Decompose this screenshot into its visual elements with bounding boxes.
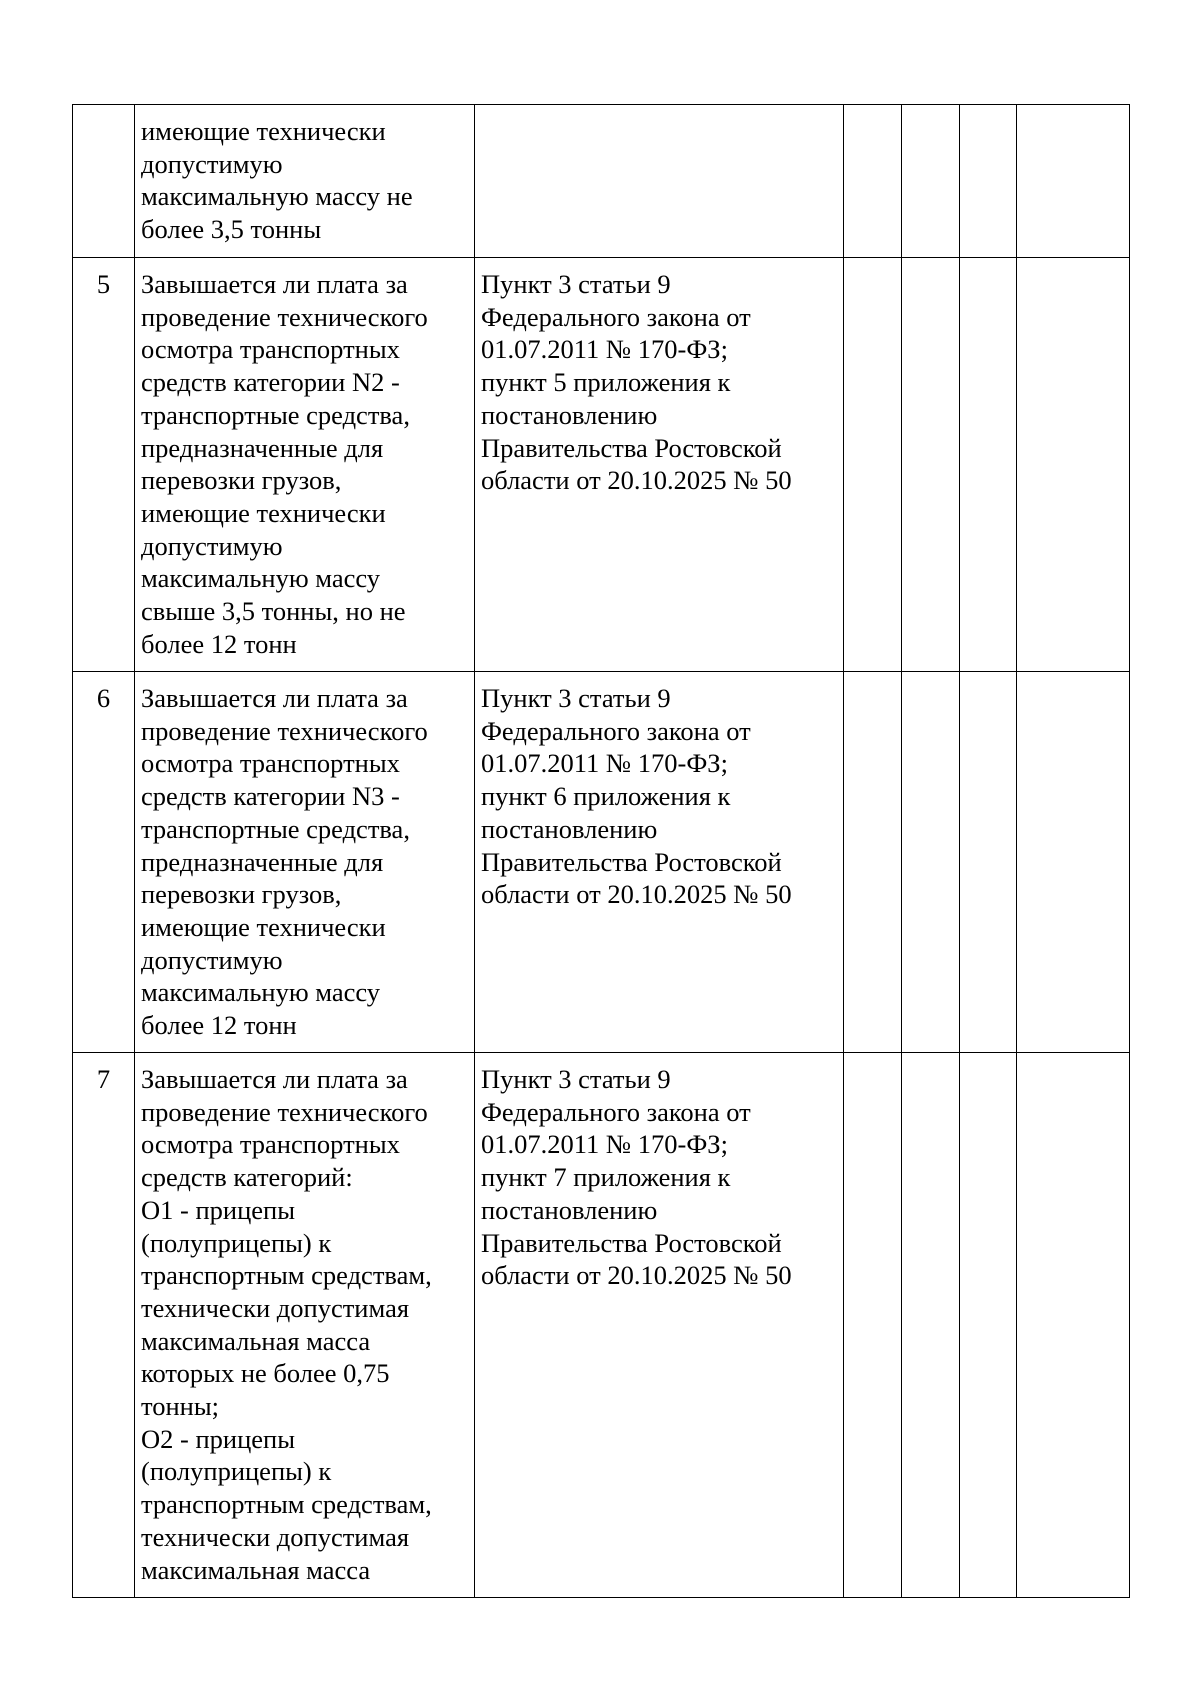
- note-cell: [1017, 672, 1130, 1053]
- legal-basis-cell: [475, 672, 844, 1053]
- legal-basis-text-line: 01.07.2011 № 170-ФЗ;: [481, 334, 728, 365]
- row-number-cell: [73, 672, 135, 1053]
- question-text-line: О2 - прицепы: [141, 1423, 296, 1454]
- answer-no-cell: [902, 105, 960, 258]
- question-text-line: Завышается ли плата за: [141, 1064, 408, 1094]
- question-text-line: средств категории N2 -: [141, 367, 400, 398]
- question-text-line: средств категории N3 -: [141, 781, 400, 812]
- question-text-line: тонны;: [141, 1391, 220, 1422]
- row-number-cell: [73, 1053, 135, 1598]
- question-text-line: осмотра транспортных: [141, 334, 400, 365]
- question-cell: [135, 105, 475, 258]
- table-body: [73, 105, 1130, 1598]
- question-cell: [135, 672, 475, 1053]
- answer-yes-cell: [844, 105, 902, 258]
- question-text-line: О1 - прицепы: [141, 1194, 296, 1225]
- question-cell: [135, 258, 475, 672]
- legal-basis-text-line: пункт 5 приложения к: [481, 367, 731, 398]
- question-text-line: имеющие технически: [141, 116, 386, 146]
- table-row: [73, 258, 1130, 672]
- answer-yes-cell: [844, 672, 902, 1053]
- question-text-line: максимальную массу: [141, 977, 381, 1008]
- question-text-line: Завышается ли плата за: [141, 269, 408, 299]
- table-row: [73, 672, 1130, 1053]
- legal-basis-cell: [475, 1053, 844, 1598]
- legal-basis-text-line: области от 20.10.2025 № 50: [481, 465, 792, 496]
- question-text-line: (полуприцепы) к: [141, 1227, 332, 1258]
- question-text-line: проведение технического: [141, 715, 428, 746]
- not-applicable-cell: [960, 672, 1017, 1053]
- question-text-line: перевозки грузов,: [141, 465, 342, 496]
- question-text-line: предназначенные для: [141, 846, 384, 877]
- legal-basis-text-line: 01.07.2011 № 170-ФЗ;: [481, 748, 728, 779]
- question-text-line: (полуприцепы) к: [141, 1456, 332, 1487]
- question-text-line: максимальную массу не: [141, 181, 413, 212]
- legal-basis-text-line: области от 20.10.2025 № 50: [481, 879, 792, 910]
- question-text-line: максимальную массу: [141, 563, 381, 594]
- question-text-line: перевозки грузов,: [141, 879, 342, 910]
- legal-basis-text-line: 01.07.2011 № 170-ФЗ;: [481, 1129, 728, 1160]
- question-text-line: которых не более 0,75: [141, 1358, 390, 1389]
- table-row: [73, 105, 1130, 258]
- answer-no-cell: [902, 672, 960, 1053]
- legal-basis-text-line: пункт 7 приложения к: [481, 1162, 731, 1193]
- row-number: 7: [96, 1064, 111, 1094]
- legal-basis-cell: [475, 258, 844, 672]
- legal-basis-text-line: Пункт 3 статьи 9: [481, 269, 671, 299]
- legal-basis-text-line: Правительства Ростовской: [481, 432, 782, 463]
- question-text-line: транспортные средства,: [141, 813, 410, 844]
- legal-basis-text-line: постановлению: [481, 1194, 658, 1225]
- not-applicable-cell: [960, 258, 1017, 672]
- question-text-line: более 12 тонн: [141, 628, 297, 659]
- question-text-line: имеющие технически: [141, 497, 386, 528]
- question-text-line: свыше 3,5 тонны, но не: [141, 596, 406, 627]
- legal-basis-text-line: Федерального закона от: [481, 301, 751, 332]
- question-text-line: проведение технического: [141, 1096, 428, 1127]
- question-text-line: максимальная масса: [141, 1554, 371, 1585]
- checklist-table: [72, 104, 1130, 1598]
- question-text-line: осмотра транспортных: [141, 1129, 400, 1160]
- question-text-line: допустимую: [141, 148, 283, 179]
- question-text-line: технически допустимая: [141, 1521, 410, 1552]
- legal-basis-text-line: области от 20.10.2025 № 50: [481, 1260, 792, 1291]
- legal-basis-text-line: Пункт 3 статьи 9: [481, 1064, 671, 1094]
- question-text-line: Завышается ли плата за: [141, 683, 408, 713]
- question-text-line: транспортные средства,: [141, 399, 410, 430]
- legal-basis-text-line: Пункт 3 статьи 9: [481, 683, 671, 713]
- question-text-line: проведение технического: [141, 301, 428, 332]
- answer-no-cell: [902, 258, 960, 672]
- question-text-line: допустимую: [141, 944, 283, 975]
- row-number: 5: [96, 269, 111, 299]
- row-number-cell: [73, 105, 135, 258]
- question-text-line: транспортным средствам,: [141, 1260, 432, 1291]
- question-text-line: более 3,5 тонны: [141, 214, 322, 245]
- question-text-line: допустимую: [141, 530, 283, 561]
- not-applicable-cell: [960, 1053, 1017, 1598]
- question-text-line: средств категорий:: [141, 1162, 353, 1193]
- table-row: [73, 1053, 1130, 1598]
- question-cell: [135, 1053, 475, 1598]
- answer-yes-cell: [844, 1053, 902, 1598]
- legal-basis-text-line: постановлению: [481, 399, 658, 430]
- question-text-line: максимальная масса: [141, 1325, 371, 1356]
- question-text-line: транспортным средствам,: [141, 1489, 432, 1520]
- row-number-cell: [73, 258, 135, 672]
- answer-no-cell: [902, 1053, 960, 1598]
- answer-yes-cell: [844, 258, 902, 672]
- note-cell: [1017, 105, 1130, 258]
- legal-basis-text-line: постановлению: [481, 813, 658, 844]
- legal-basis-text-line: Федерального закона от: [481, 715, 751, 746]
- note-cell: [1017, 258, 1130, 672]
- question-text-line: предназначенные для: [141, 432, 384, 463]
- note-cell: [1017, 1053, 1130, 1598]
- legal-basis-text-line: Федерального закона от: [481, 1096, 751, 1127]
- question-text-line: осмотра транспортных: [141, 748, 400, 779]
- legal-basis-text-line: Правительства Ростовской: [481, 1227, 782, 1258]
- question-text-line: имеющие технически: [141, 911, 386, 942]
- not-applicable-cell: [960, 105, 1017, 258]
- legal-basis-cell: [475, 105, 844, 258]
- legal-basis-text-line: пункт 6 приложения к: [481, 781, 731, 812]
- question-text-line: более 12 тонн: [141, 1010, 297, 1041]
- question-text-line: технически допустимая: [141, 1292, 410, 1323]
- row-number: 6: [96, 683, 111, 713]
- legal-basis-text-line: Правительства Ростовской: [481, 846, 782, 877]
